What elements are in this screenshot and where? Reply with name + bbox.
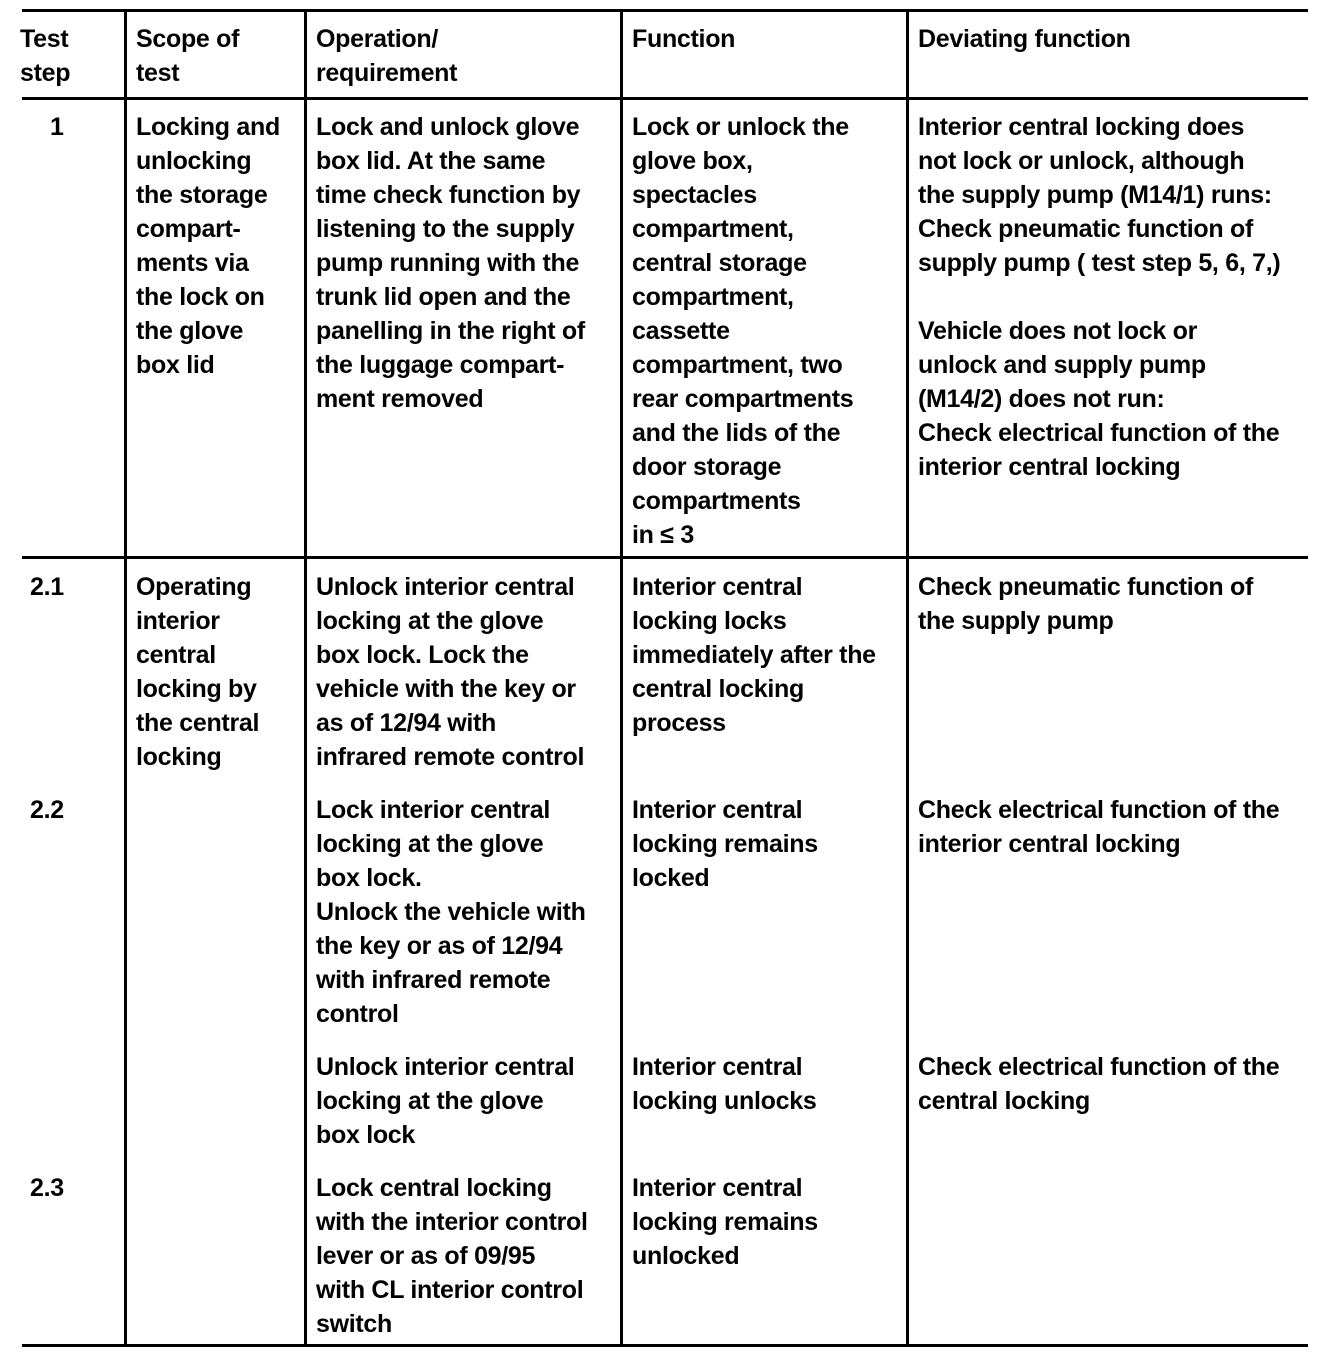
row-2-1-function: Interior central locking locks immediately after the central locking process (632, 573, 876, 737)
row-2-1-operation: Unlock interior central locking at the glove box lock. Lock the vehicle with the key or as of 12/94 with infrared remote control (316, 573, 585, 771)
row-2-2b-function: Interior central locking unlocks (632, 1053, 817, 1115)
row-2-3-function: Interior central locking remains unlocked (632, 1174, 818, 1270)
header-deviating: Deviating function (918, 25, 1131, 53)
row1-bottom-rule (22, 556, 1308, 559)
col-divider-2 (304, 9, 307, 1347)
row-2-2-operation: Lock interior central locking at the glove box lock. Unlock the vehicle with the key or as of 12/94 with infrared remote control (316, 796, 586, 1028)
header-operation: Operation/ requirement (316, 25, 458, 87)
row-1-operation: Lock and unlock glove box lid. At the same time check function by listening to the supply pump running with the trunk lid open and the panelling in the right of the luggage compart- ment removed (316, 113, 585, 413)
row-2-2-step: 2.2 (30, 796, 64, 824)
row-2-1-step: 2.1 (30, 573, 64, 601)
row-1-step: 1 (50, 113, 64, 141)
row-2-1-deviating: Check pneumatic function of the supply pump (918, 573, 1253, 635)
row-2-1-scope: Operating interior central locking by the central locking (136, 573, 260, 771)
row-1-scope: Locking and unlocking the storage compart- ments via the lock on the glove box lid (136, 113, 280, 379)
col-divider-4 (906, 9, 909, 1347)
table-bottom-rule (22, 1344, 1308, 1347)
header-test-step: Test step (20, 25, 71, 87)
row-2-2-function: Interior central locking remains locked (632, 796, 818, 892)
row-2-3-operation: Lock central locking with the interior control lever or as of 09/95 with CL interior control switch (316, 1174, 588, 1338)
col-divider-1 (124, 9, 127, 1347)
header-scope: Scope of test (136, 25, 240, 87)
row-1-function: Lock or unlock the glove box, spectacles compartment, central storage compartment, cassette compartment, two rear compartments and the lids of the door storage compartments in ≤ 3 (632, 113, 854, 549)
row-2-2b-deviating: Check electrical function of the central locking (918, 1053, 1280, 1115)
row-1-deviating: Interior central locking does not lock or unlock, although the supply pump (M14/1) runs: Check pneumatic function of supply pump ( test step 5, 6, 7,) Vehicle does not lock or unlock and supply pump (M14/2) does not run: Check electrical function of the interior central locking (918, 113, 1281, 481)
header-bottom-rule (22, 97, 1308, 100)
table-top-rule (22, 9, 1308, 12)
row-2-2b-operation: Unlock interior central locking at the glove box lock (316, 1053, 575, 1149)
col-divider-3 (620, 9, 623, 1347)
header-function: Function (632, 25, 736, 53)
row-2-2-deviating: Check electrical function of the interior central locking (918, 796, 1280, 858)
row-2-3-step: 2.3 (30, 1174, 64, 1202)
